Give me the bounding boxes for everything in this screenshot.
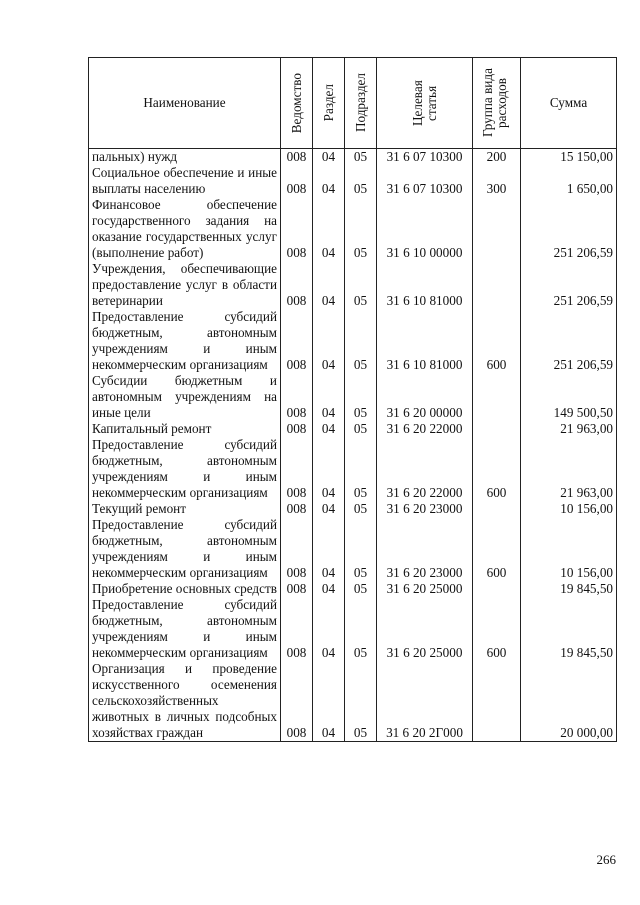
row-dept-cell: 008 [281,517,313,581]
row-subsection-cell: 05 [345,165,377,197]
row-subsection-cell: 05 [345,373,377,421]
header-group: Группа вида расходов [473,58,521,149]
row-target-cell: 31 6 10 00000 [377,197,473,261]
row-subsection-cell: 05 [345,437,377,501]
row-target-cell: 31 6 20 00000 [377,373,473,421]
row-dept-cell: 008 [281,373,313,421]
row-target-cell: 31 6 20 2Г000 [377,661,473,742]
row-section-cell: 04 [313,165,345,197]
row-section-cell: 04 [313,309,345,373]
budget-table [88,57,617,742]
row-dept-cell: 008 [281,261,313,309]
row-group-cell [473,501,521,517]
row-section-cell: 04 [313,149,345,166]
row-dept-cell: 008 [281,597,313,661]
row-section-cell: 04 [313,421,345,437]
row-sum-cell: 19 845,50 [521,597,617,661]
row-target-cell: 31 6 20 22000 [377,421,473,437]
table-row [89,421,617,437]
row-section-cell: 04 [313,597,345,661]
row-subsection-cell: 05 [345,309,377,373]
row-name-cell: Субсидии бюджетным и автономным учреждениям на иные цели [89,373,281,421]
table-row [89,501,617,517]
row-section-cell: 04 [313,517,345,581]
row-dept-cell: 008 [281,421,313,437]
row-group-cell: 600 [473,309,521,373]
table-row [89,581,617,597]
row-section-cell: 04 [313,581,345,597]
row-name-cell: Социальное обеспечение и иные выплаты населению [89,165,281,197]
row-subsection-cell: 05 [345,517,377,581]
row-group-cell [473,661,521,742]
row-group-cell [473,373,521,421]
row-dept-cell: 008 [281,309,313,373]
row-dept-cell: 008 [281,581,313,597]
header-subsection: Подраздел [345,58,377,149]
row-subsection-cell: 05 [345,261,377,309]
row-group-cell [473,261,521,309]
row-dept-cell: 008 [281,437,313,501]
row-sum-cell: 251 206,59 [521,197,617,261]
table-row [89,517,617,581]
row-subsection-cell: 05 [345,197,377,261]
row-target-cell: 31 6 10 81000 [377,309,473,373]
row-target-cell: 31 6 20 22000 [377,437,473,501]
row-section-cell: 04 [313,197,345,261]
table-row [89,661,617,742]
row-group-cell [473,581,521,597]
header-sum: Сумма [521,58,617,149]
row-group-cell: 200 [473,149,521,166]
row-dept-cell: 008 [281,149,313,166]
row-subsection-cell: 05 [345,501,377,517]
row-name-cell: Предоставление субсидий бюджетным, автономным учреждениям и иным некоммерческим организациям [89,517,281,581]
header-section: Раздел [313,58,345,149]
row-subsection-cell: 05 [345,661,377,742]
row-name-cell: Учреждения, обеспечивающие предоставление услуг в области ветеринарии [89,261,281,309]
row-name-cell: Капитальный ремонт [89,421,281,437]
row-target-cell: 31 6 20 25000 [377,581,473,597]
row-sum-cell: 10 156,00 [521,501,617,517]
row-group-cell: 600 [473,597,521,661]
row-target-cell: 31 6 20 23000 [377,517,473,581]
row-sum-cell: 21 963,00 [521,437,617,501]
table-row [89,165,617,197]
row-sum-cell: 19 845,50 [521,581,617,597]
header-dept: Ведомство [281,58,313,149]
row-name-cell: пальных) нужд [89,149,281,166]
row-name-cell: Организация и проведение искусственного осеменения сельскохозяйственных животных в личных подсобных хозяйствах граждан [89,661,281,742]
row-sum-cell: 15 150,00 [521,149,617,166]
header-name: Наименование [89,58,281,149]
row-name-cell: Текущий ремонт [89,501,281,517]
row-sum-cell: 21 963,00 [521,421,617,437]
row-group-cell: 300 [473,165,521,197]
row-section-cell: 04 [313,373,345,421]
row-section-cell: 04 [313,661,345,742]
row-name-cell: Предоставление субсидий бюджетным, автономным учреждениям и иным некоммерческим организациям [89,437,281,501]
row-group-cell: 600 [473,517,521,581]
row-dept-cell: 008 [281,197,313,261]
row-name-cell: Предоставление субсидий бюджетным, автономным учреждениям и иным некоммерческим организациям [89,597,281,661]
row-sum-cell: 1 650,00 [521,165,617,197]
table-row [89,437,617,501]
row-subsection-cell: 05 [345,581,377,597]
table-header [89,58,617,149]
row-target-cell: 31 6 10 81000 [377,261,473,309]
table-row [89,373,617,421]
row-group-cell [473,421,521,437]
row-target-cell: 31 6 07 10300 [377,165,473,197]
row-name-cell: Финансовое обеспечение государственного задания на оказание государственных услуг (выполнение работ) [89,197,281,261]
header-target: Целевая статья [377,58,473,149]
row-dept-cell: 008 [281,501,313,517]
row-sum-cell: 251 206,59 [521,261,617,309]
row-sum-cell: 149 500,50 [521,373,617,421]
row-subsection-cell: 05 [345,597,377,661]
row-sum-cell: 20 000,00 [521,661,617,742]
table-row [89,597,617,661]
row-target-cell: 31 6 07 10300 [377,149,473,166]
table-row [89,309,617,373]
row-group-cell [473,197,521,261]
row-target-cell: 31 6 20 25000 [377,597,473,661]
row-dept-cell: 008 [281,661,313,742]
row-dept-cell: 008 [281,165,313,197]
row-section-cell: 04 [313,501,345,517]
row-sum-cell: 251 206,59 [521,309,617,373]
row-name-cell: Предоставление субсидий бюджетным, автономным учреждениям и иным некоммерческим организациям [89,309,281,373]
row-section-cell: 04 [313,437,345,501]
table-row [89,197,617,261]
row-group-cell: 600 [473,437,521,501]
row-section-cell: 04 [313,261,345,309]
page-number: 266 [596,852,616,867]
table-row [89,149,617,166]
row-subsection-cell: 05 [345,421,377,437]
row-target-cell: 31 6 20 23000 [377,501,473,517]
table-body [89,149,617,742]
table-row [89,261,617,309]
row-sum-cell: 10 156,00 [521,517,617,581]
row-subsection-cell: 05 [345,149,377,166]
row-name-cell: Приобретение основных средств [89,581,281,597]
